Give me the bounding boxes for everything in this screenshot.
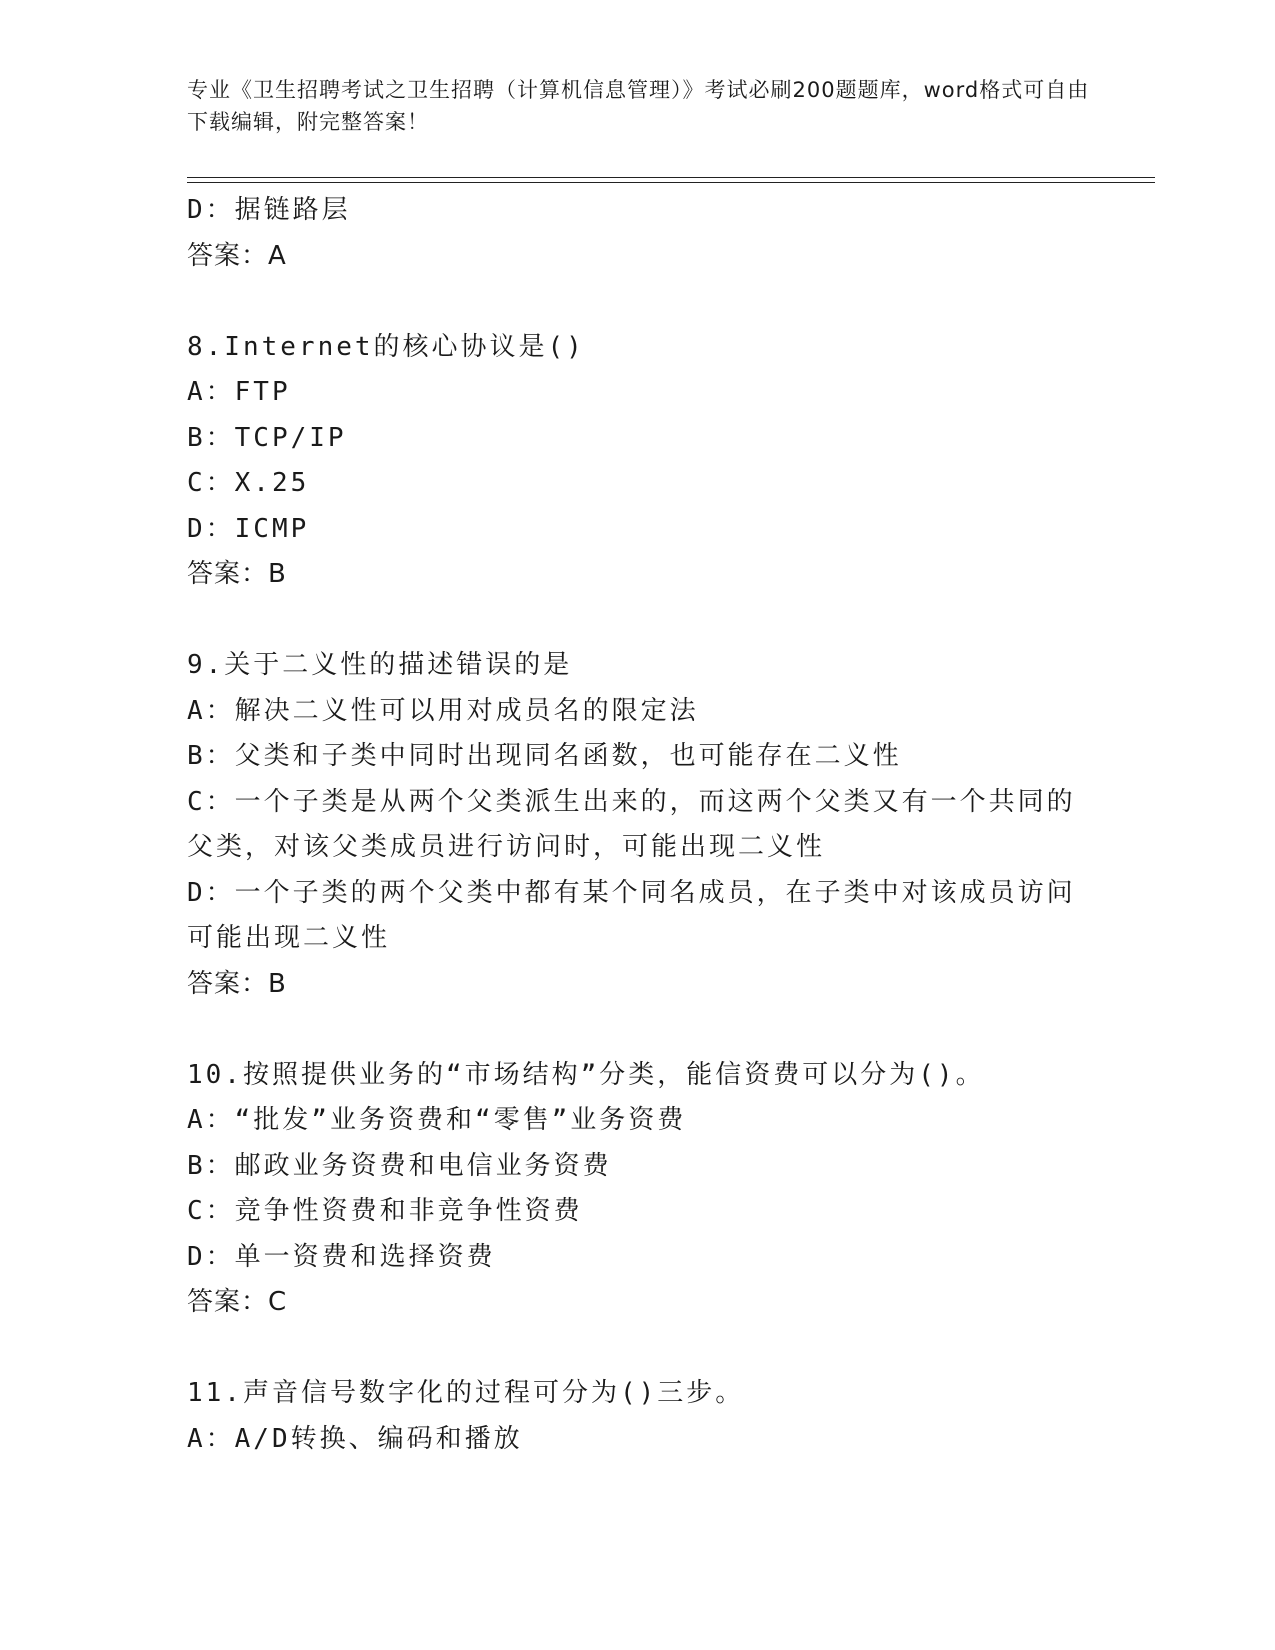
q8-option-c: C：X.25: [187, 468, 310, 498]
question-list: [187, 188, 1087, 1462]
q10-option-b: B：邮政业务资费和电信业务资费: [187, 1150, 612, 1181]
q11-question: 11.声音信号数字化的过程可分为()三步。: [187, 1378, 745, 1408]
spacer: [187, 598, 1087, 644]
q9-option-c: C：一个子类是从两个父类派生出来的，而这两个父类又有一个共同的父类，对该父类成员进行访问时，可能出现二义性: [187, 786, 1076, 862]
spacer: [187, 1007, 1087, 1053]
q9-option-d: D：一个子类的两个父类中都有某个同名成员，在子类中对该成员访问可能出现二义性: [187, 877, 1076, 953]
spacer: [187, 279, 1087, 325]
q10-question: 10.按照提供业务的“市场结构”分类，能信资费可以分为()。: [187, 1059, 985, 1090]
q10-option-d: D：单一资费和选择资费: [187, 1241, 496, 1272]
q8-question: 8.Internet的核心协议是(): [187, 331, 585, 362]
header-divider-top: [187, 177, 1155, 178]
q7-option-d: D：据链路层: [187, 195, 351, 225]
q9-option-a: A：解决二义性可以用对成员名的限定法: [187, 695, 699, 726]
header-divider-bottom: [187, 182, 1155, 183]
q9-option-b: B：父类和子类中同时出现同名函数，也可能存在二义性: [187, 741, 902, 771]
q10-answer: 答案：C: [187, 1287, 288, 1317]
q8-answer: 答案：B: [187, 559, 287, 589]
q7-answer: 答案：A: [187, 240, 287, 271]
q8-option-a: A：FTP: [187, 377, 291, 407]
q10-option-a: A：“批发”业务资费和“零售”业务资费: [187, 1105, 687, 1135]
document-header: 专业《卫生招聘考试之卫生招聘（计算机信息管理）》考试必刷200题题库，word格式可自由下载编辑，附完整答案！: [187, 78, 1090, 134]
q8-option-b: B：TCP/IP: [187, 422, 347, 453]
q11-option-a: A：A/D转换、编码和播放: [187, 1423, 523, 1454]
q9-answer: 答案：B: [187, 968, 287, 999]
q8-option-d: D：ICMP: [187, 513, 310, 544]
spacer: [187, 1326, 1087, 1372]
q10-option-c: C：竞争性资费和非竞争性资费: [187, 1196, 583, 1226]
q9-question: 9.关于二义性的描述错误的是: [187, 650, 573, 680]
